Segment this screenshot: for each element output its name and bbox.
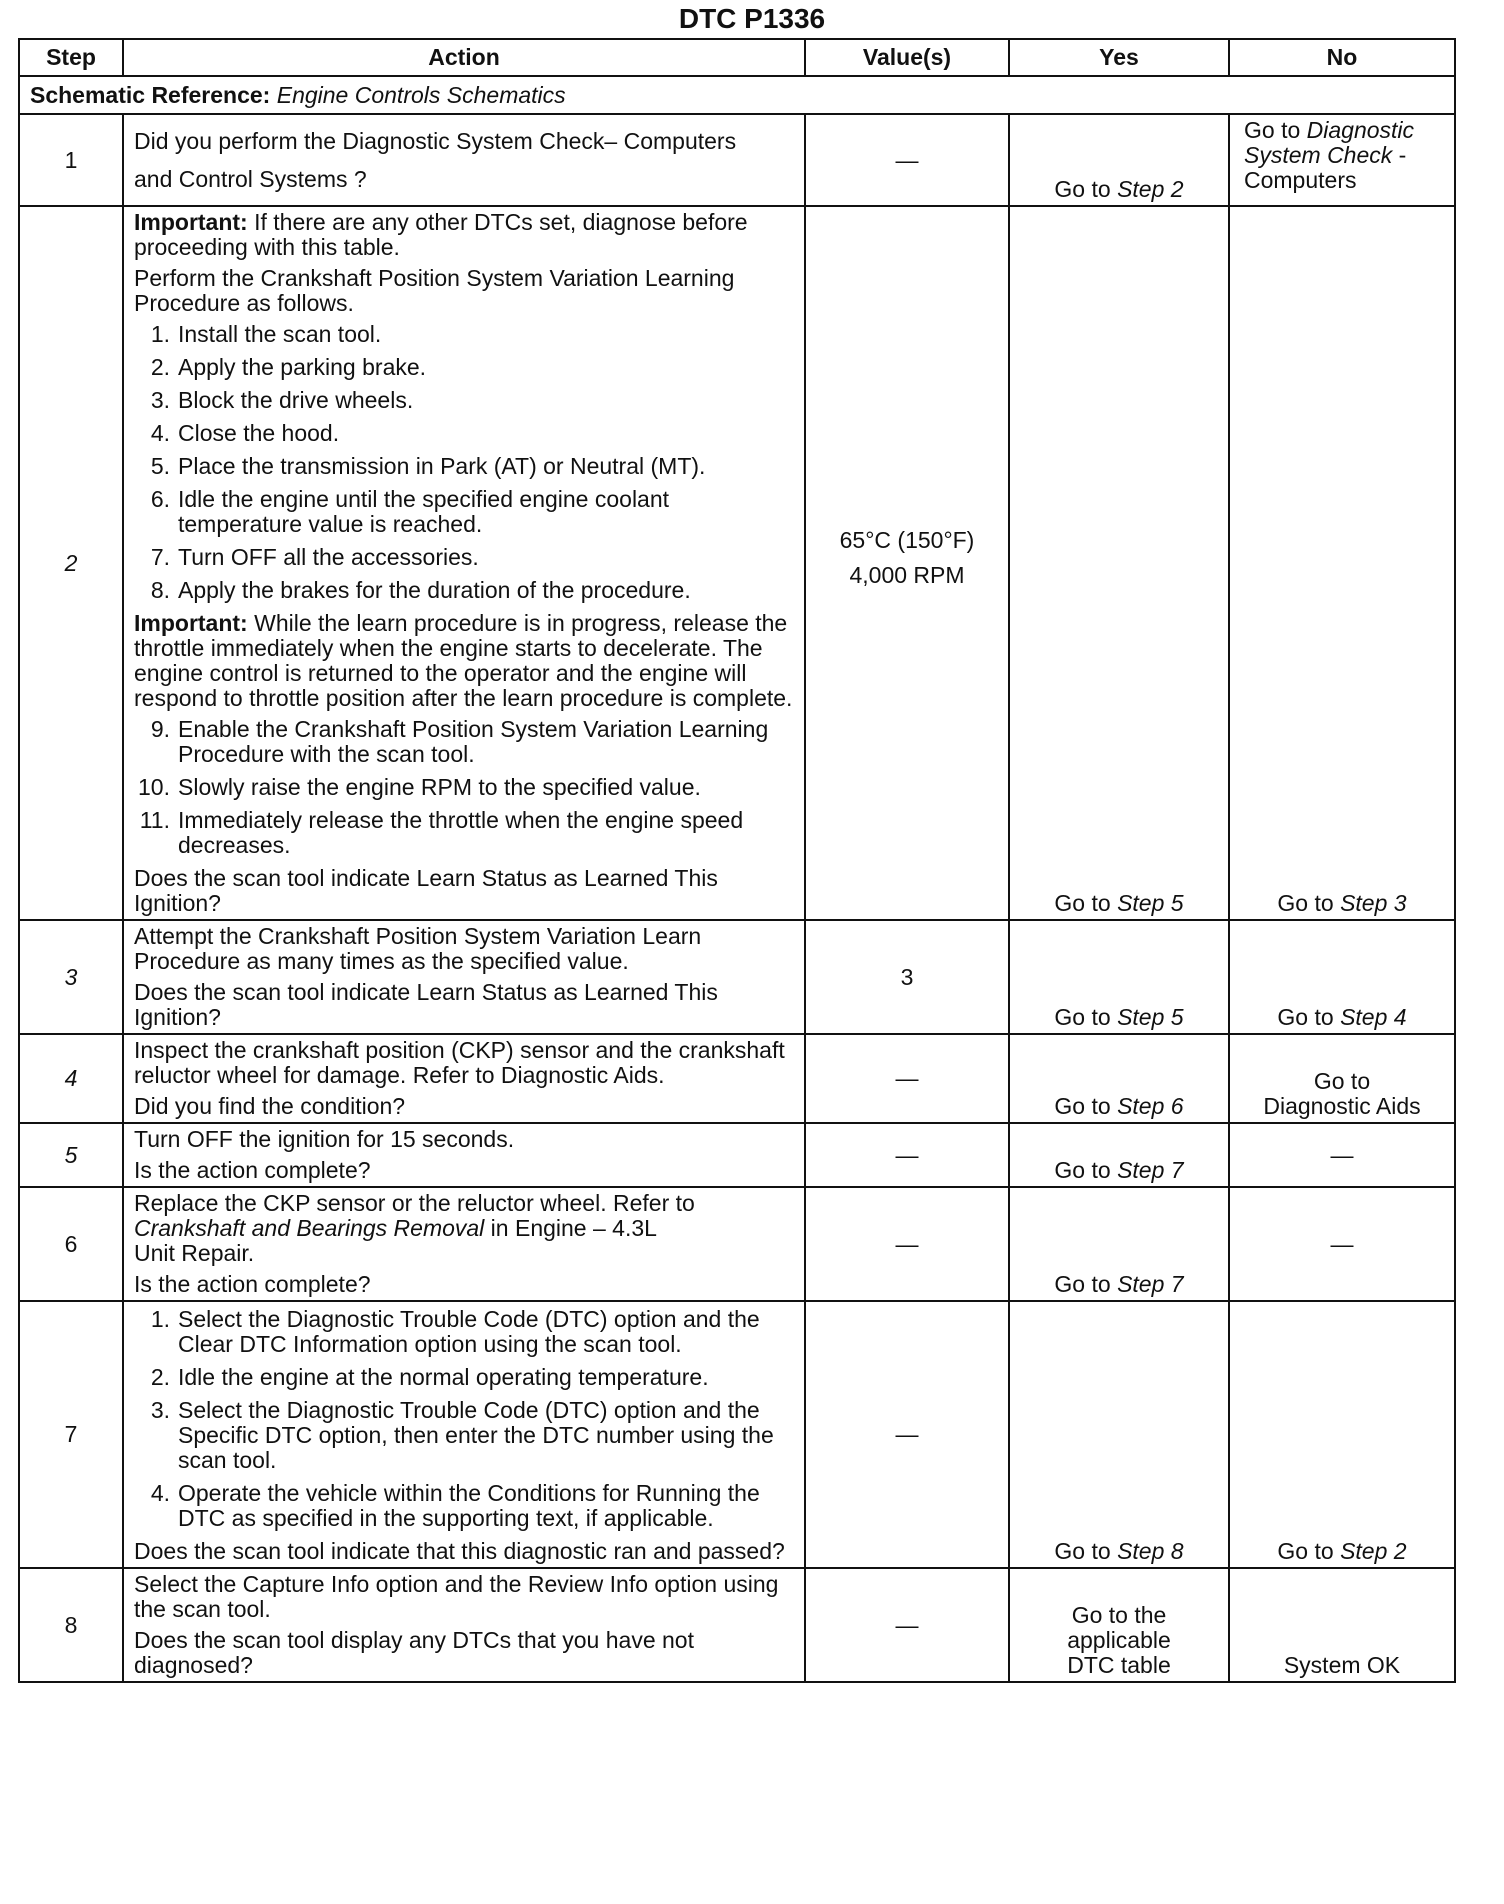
yes-prefix: Go to: [1054, 890, 1118, 916]
step-number: 3: [19, 920, 123, 1034]
document-title: DTC P1336: [678, 3, 826, 34]
list-item: [134, 775, 794, 800]
yes-step-link[interactable]: Step 5: [1117, 1004, 1184, 1030]
yes-step-link[interactable]: Step 2: [1117, 176, 1184, 202]
list-text: Select the Diagnostic Trouble Code (DTC) option and the Specific DTC option, then enter the DTC number using the scan tool.: [178, 1397, 774, 1473]
table-row: [19, 1568, 1455, 1682]
table-row: [19, 1187, 1455, 1301]
list-num: 7.: [150, 544, 170, 570]
list-item: [134, 578, 794, 603]
list-item: [134, 1398, 794, 1473]
step-number: 6: [19, 1187, 123, 1301]
list-num: 10.: [138, 774, 170, 800]
list-item: [134, 1481, 794, 1531]
list-item: [134, 1365, 794, 1390]
yes-prefix: Go to: [1054, 1004, 1118, 1030]
list-text: Idle the engine at the normal operating temperature.: [178, 1364, 709, 1390]
table-row: [19, 1034, 1455, 1123]
list-text: Apply the parking brake.: [178, 354, 427, 380]
yes-prefix: Go to: [1054, 1093, 1118, 1119]
list-num: 2.: [150, 354, 170, 380]
list-num: 1.: [150, 321, 170, 347]
list-text: Close the hood.: [178, 420, 340, 446]
list-text: Place the transmission in Park (AT) or Neutral (MT).: [178, 453, 706, 479]
value-temperature: 65°C (150°F): [839, 527, 975, 553]
action-cell: [123, 1568, 805, 1682]
yes-step-link[interactable]: Step 8: [1117, 1538, 1184, 1564]
value-cell: —: [805, 114, 1009, 206]
table-row: [19, 1123, 1455, 1187]
header-no: No: [1229, 39, 1455, 76]
list-num: 11.: [139, 807, 170, 833]
list-text: Block the drive wheels.: [178, 387, 414, 413]
no-step-link[interactable]: Step 4: [1340, 1004, 1407, 1030]
action-cell: [123, 1123, 805, 1187]
list-num: 4.: [150, 420, 170, 446]
action-text: Perform the Crankshaft Position System Variation Learning Procedure as follows.: [134, 265, 735, 316]
list-item: [134, 421, 794, 446]
value-cell: —: [805, 1301, 1009, 1568]
no-cell: [1229, 1301, 1455, 1568]
action-cell: [123, 114, 805, 206]
step-number: 5: [19, 1123, 123, 1187]
no-cell: [1229, 114, 1455, 206]
table-row: [19, 920, 1455, 1034]
value-cell: —: [805, 1034, 1009, 1123]
yes-prefix: Go to: [1054, 176, 1118, 202]
list-num: 1.: [150, 1306, 170, 1332]
step-number: 4: [19, 1034, 123, 1123]
table-row: [19, 206, 1455, 920]
action-cell: [123, 1187, 805, 1301]
schematic-reference: [19, 76, 1455, 114]
schematic-row: [19, 76, 1455, 114]
table-row: [19, 114, 1455, 206]
list-num: 3.: [150, 1397, 170, 1423]
yes-cell: [1009, 1301, 1229, 1568]
question-text: Is the action complete?: [134, 1271, 371, 1297]
action-text: in Engine – 4.3L: [484, 1215, 657, 1241]
important-label: Important:: [134, 610, 248, 636]
list-num: 8.: [150, 577, 170, 603]
value-cell: 3: [805, 920, 1009, 1034]
question-text: Did you find the condition?: [134, 1093, 406, 1119]
value-cell: —: [805, 1187, 1009, 1301]
question-text: Does the scan tool indicate Learn Status as Learned This Ignition?: [134, 979, 718, 1030]
list-text: Select the Diagnostic Trouble Code (DTC) option and the Clear DTC Information option using the scan tool.: [178, 1306, 760, 1357]
question-text: Is the action complete?: [134, 1157, 371, 1183]
procedure-list: [134, 1307, 794, 1531]
action-text: and Control Systems ?: [134, 166, 367, 192]
action-cell: [123, 1301, 805, 1568]
no-prefix: Go to: [1277, 1538, 1341, 1564]
no-prefix: Go to: [1277, 1004, 1341, 1030]
header-row: [19, 39, 1455, 76]
schematic-label: Schematic Reference:: [30, 81, 271, 108]
list-num: 3.: [150, 387, 170, 413]
yes-step-link[interactable]: Step 5: [1117, 890, 1184, 916]
no-prefix: Go to: [1277, 890, 1341, 916]
action-text: Replace the CKP sensor or the reluctor wheel. Refer to: [134, 1190, 695, 1216]
important-text: While the learn procedure is in progress, release the throttle immediately when the engine starts to decelerate. The engine control is returned to the operator and the engine will respond to throttle position after the learn procedure is complete.: [134, 610, 793, 711]
list-item: [134, 322, 794, 347]
action-text: Did you perform the Diagnostic System Check– Computers: [134, 128, 737, 154]
no-cell: [1229, 1034, 1455, 1123]
action-text: Unit Repair.: [134, 1240, 255, 1266]
dtc-table-link[interactable]: DTC table: [1067, 1652, 1171, 1678]
yes-cell: [1009, 206, 1229, 920]
yes-cell: [1009, 114, 1229, 206]
no-cell: System OK: [1229, 1568, 1455, 1682]
value-rpm: 4,000 RPM: [849, 562, 965, 588]
action-cell: [123, 1034, 805, 1123]
yes-prefix: Go to: [1054, 1538, 1118, 1564]
list-item: [134, 388, 794, 413]
question-text: Does the scan tool indicate Learn Status as Learned This Ignition?: [134, 865, 718, 916]
dtc-table: [18, 38, 1456, 1683]
header-action: Action: [123, 39, 805, 76]
action-text: Inspect the crankshaft position (CKP) sensor and the crankshaft reluctor wheel for damage. Refer to Diagnostic Aids.: [134, 1037, 785, 1088]
no-cell: [1229, 920, 1455, 1034]
yes-line: applicable: [1067, 1627, 1171, 1653]
no-suffix: -: [1392, 142, 1407, 168]
value-cell: —: [805, 1123, 1009, 1187]
action-text: Attempt the Crankshaft Position System Variation Learn Procedure as many times as the specified value.: [134, 923, 702, 974]
list-num: 4.: [150, 1480, 170, 1506]
value-cell: [805, 206, 1009, 920]
list-item: [134, 545, 794, 570]
diagnostic-aids-link[interactable]: Diagnostic Aids: [1263, 1093, 1421, 1119]
yes-step-link[interactable]: Step 7: [1117, 1157, 1184, 1183]
list-item: [134, 1307, 794, 1357]
question-text: Does the scan tool display any DTCs that you have not diagnosed?: [134, 1627, 694, 1678]
no-link[interactable]: System Check: [1244, 142, 1393, 168]
yes-cell: [1009, 1034, 1229, 1123]
yes-cell: [1009, 920, 1229, 1034]
important-label: Important:: [134, 209, 248, 235]
list-item: [134, 808, 794, 858]
action-cell: [123, 206, 805, 920]
list-item: [134, 454, 794, 479]
yes-step-link[interactable]: Step 7: [1117, 1271, 1184, 1297]
list-num: 5.: [150, 453, 170, 479]
list-text: Immediately release the throttle when the engine speed decreases.: [178, 807, 744, 858]
yes-line: Go to the: [1071, 1602, 1167, 1628]
list-item: [134, 487, 794, 537]
no-line: Computers: [1244, 167, 1357, 193]
header-values: Value(s): [805, 39, 1009, 76]
yes-cell: [1009, 1187, 1229, 1301]
action-text: Turn OFF the ignition for 15 seconds.: [134, 1126, 515, 1152]
list-text: Slowly raise the engine RPM to the specified value.: [178, 774, 701, 800]
header-step: Step: [19, 39, 123, 76]
list-item: [134, 717, 794, 767]
action-cell: [123, 920, 805, 1034]
no-step-link[interactable]: Step 3: [1340, 890, 1407, 916]
no-line: Go to: [1313, 1068, 1371, 1094]
list-text: Idle the engine until the specified engine coolant temperature value is reached.: [178, 486, 670, 537]
no-prefix: Go to: [1244, 117, 1307, 143]
list-text: Apply the brakes for the duration of the procedure.: [178, 577, 691, 603]
list-num: 6.: [150, 486, 170, 512]
value-cell: —: [805, 1568, 1009, 1682]
repair-reference-link[interactable]: Crankshaft and Bearings Removal: [134, 1215, 485, 1241]
step-number: 1: [19, 114, 123, 206]
list-item: [134, 355, 794, 380]
action-text: Select the Capture Info option and the Review Info option using the scan tool.: [134, 1571, 779, 1622]
important-text: If there are any other DTCs set, diagnose before proceeding with this table.: [134, 209, 748, 260]
no-step-link[interactable]: Step 2: [1340, 1538, 1407, 1564]
list-num: 9.: [150, 716, 170, 742]
question-text: Does the scan tool indicate that this diagnostic ran and passed?: [134, 1538, 785, 1564]
step-number: 2: [19, 206, 123, 920]
no-cell: [1229, 206, 1455, 920]
list-text: Turn OFF all the accessories.: [178, 544, 479, 570]
list-text: Enable the Crankshaft Position System Variation Learning Procedure with the scan tool.: [178, 716, 769, 767]
yes-cell: [1009, 1568, 1229, 1682]
no-link[interactable]: Diagnostic: [1306, 117, 1415, 143]
step-number: 8: [19, 1568, 123, 1682]
table-row: [19, 1301, 1455, 1568]
no-cell: —: [1229, 1123, 1455, 1187]
yes-prefix: Go to: [1054, 1271, 1118, 1297]
procedure-list: [134, 717, 794, 858]
yes-step-link[interactable]: Step 6: [1117, 1093, 1184, 1119]
procedure-list: [134, 322, 794, 603]
no-cell: —: [1229, 1187, 1455, 1301]
header-yes: Yes: [1009, 39, 1229, 76]
list-num: 2.: [150, 1364, 170, 1390]
list-text: Install the scan tool.: [178, 321, 382, 347]
yes-cell: [1009, 1123, 1229, 1187]
step-number: 7: [19, 1301, 123, 1568]
yes-prefix: Go to: [1054, 1157, 1118, 1183]
schematic-link[interactable]: Engine Controls Schematics: [276, 81, 566, 108]
list-text: Operate the vehicle within the Conditions for Running the DTC as specified in the supporting text, if applicable.: [178, 1480, 760, 1531]
